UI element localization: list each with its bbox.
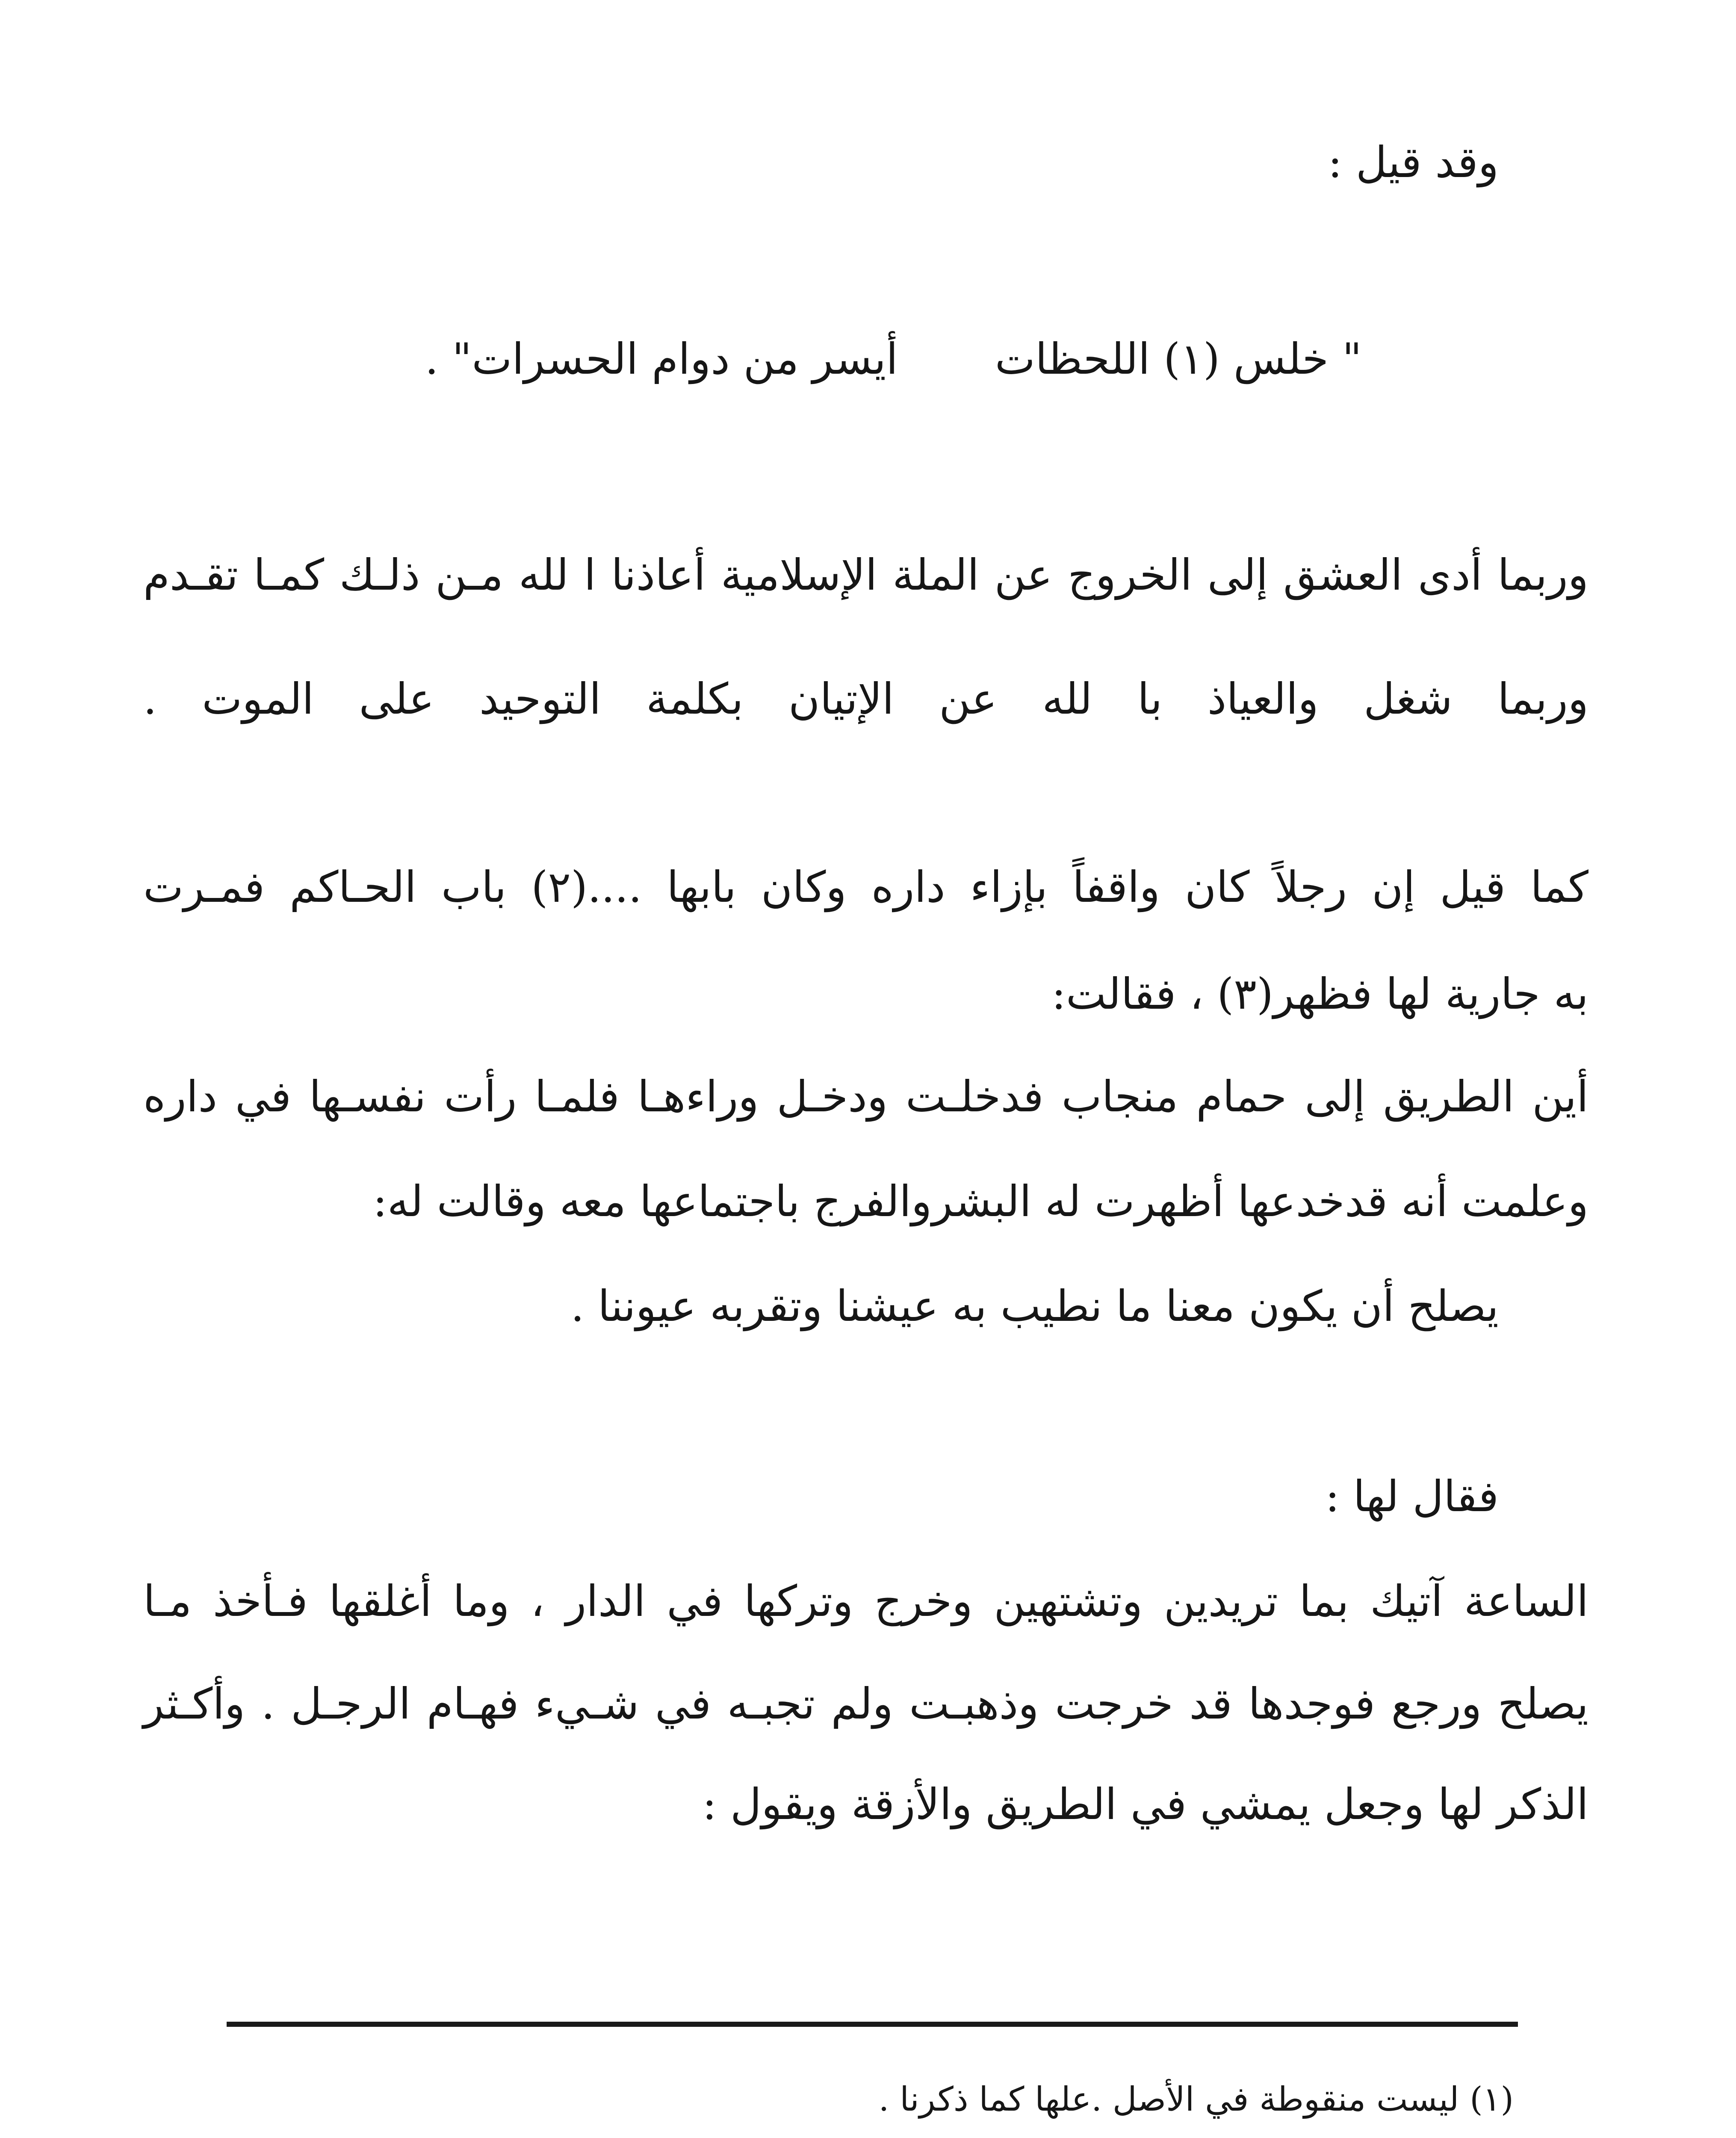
text-line-11: يصلح ورجع فوجدها قد خرجت وذهبـت ولم تجبـه في شـيء فهـام الرجـل . وأكـثر bbox=[143, 1679, 1588, 1729]
text-line-8: يصلح أن يكون معنا ما نطيب به عيشنا وتقربه عيوننا . bbox=[570, 1281, 1499, 1331]
footnote-1: (١) ليست منقوطة في الأصل .علها كما ذكرنا . bbox=[878, 2080, 1514, 2119]
text-line-5: به جارية لها فظهر(٣) ، فقالت: bbox=[1051, 969, 1588, 1019]
text-line-4: كما قيل إن رجلاً كان واقفاً بإزاء داره وكان بابها ....(٢) باب الحـاكم فمـرت bbox=[143, 862, 1588, 912]
text-line-1: وقد قيل : bbox=[1328, 137, 1499, 187]
text-line-9: فقال لها : bbox=[1325, 1471, 1499, 1521]
text-line-6: أين الطريق إلى حمام منجاب فدخلـت ودخـل وراءهـا فلمـا رأت نفسـها في داره bbox=[143, 1072, 1589, 1122]
footnote-divider bbox=[227, 2022, 1518, 2027]
text-line-2: وربما أدى العشق إلى الخروج عن الملة الإسلامية أعاذنا ا لله مـن ذلـك كمـا تقـدم bbox=[143, 550, 1588, 600]
text-line-10: الساعة آتيك بما تريدين وتشتهين وخرج وتركها في الدار ، وما أغلقها فـأخذ مـا bbox=[143, 1576, 1589, 1626]
verse-second-hemistich: أيسر من دوام الحسرات" . bbox=[425, 334, 898, 384]
verse-first-hemistich: " خلس (١) اللحظات bbox=[995, 334, 1362, 384]
text-line-7: وعلمت أنه قدخدعها أظهرت له البشروالفرج باجتماعها معه وقالت له: bbox=[373, 1176, 1588, 1226]
text-line-12: الذكر لها وجعل يمشي في الطريق والأزقة ويقول : bbox=[702, 1779, 1588, 1829]
text-line-3: وربما شغل والعياذ با لله عن الإتيان بكلمة التوحيد على الموت . bbox=[143, 674, 1588, 724]
